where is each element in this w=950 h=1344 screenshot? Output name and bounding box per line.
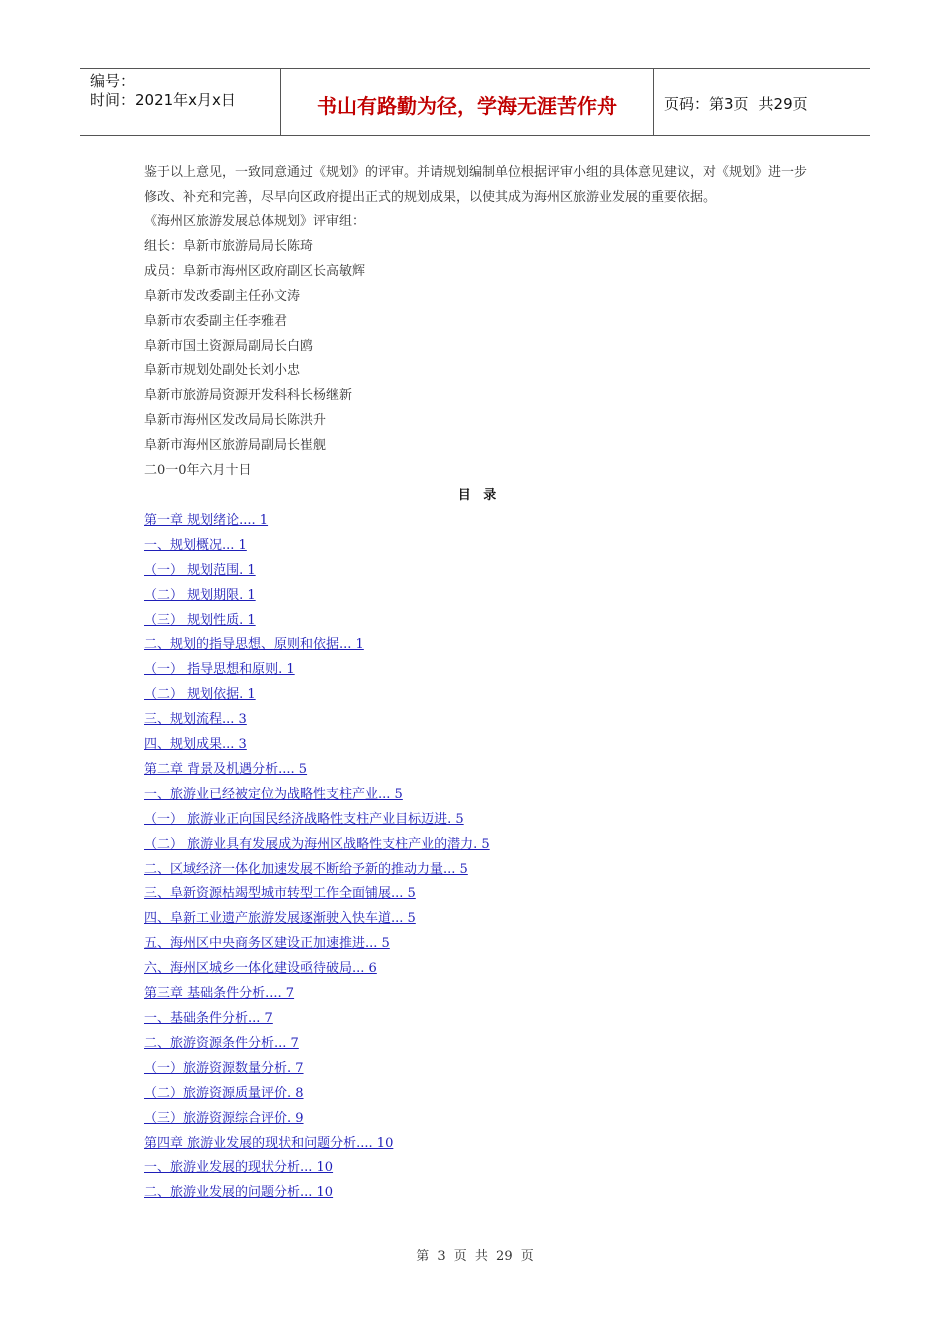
toc-link[interactable]: 二、区域经济一体化加速发展不断给予新的推动力量... 5 [144, 861, 468, 877]
document-body [144, 160, 814, 1206]
review-line: 《海州区旅游发展总体规划》评审组： [144, 214, 366, 229]
toc-link[interactable]: （一） 指导思想和原则. 1 [144, 662, 295, 678]
toc-link[interactable]: （一）旅游资源数量分析. 7 [144, 1060, 304, 1076]
toc-link[interactable]: 一、规划概况... 1 [144, 537, 247, 553]
toc-link[interactable]: （三） 规划性质. 1 [144, 612, 256, 628]
toc-link[interactable]: 二、旅游资源条件分析... 7 [144, 1035, 299, 1051]
review-line: 阜新市旅游局资源开发科科长杨继新 [144, 388, 353, 404]
code-label: 编号： [90, 72, 136, 90]
toc-link[interactable]: （三）旅游资源综合评价. 9 [144, 1110, 304, 1126]
toc-link[interactable]: （二） 旅游业具有发展成为海州区战略性支柱产业的潜力. 5 [144, 836, 490, 852]
toc-link[interactable]: （一） 规划范围. 1 [144, 562, 256, 578]
toc-link[interactable]: 一、旅游业已经被定位为战略性支柱产业... 5 [144, 786, 403, 802]
toc-link[interactable]: 五、海州区中央商务区建设正加速推进... 5 [144, 936, 390, 952]
review-line: 阜新市发改委副主任孙文涛 [144, 288, 301, 304]
header-page-info [654, 69, 870, 135]
page-number-label: 页码：第3页 [664, 94, 749, 113]
toc-link[interactable]: 一、旅游业发展的现状分析... 10 [144, 1160, 334, 1176]
toc-link[interactable]: 第二章 背景及机遇分析.... 5 [144, 761, 308, 777]
toc-link[interactable]: 第一章 规划绪论.... 1 [144, 512, 269, 528]
table-of-contents [144, 509, 814, 1206]
toc-title: 目 录 [457, 487, 501, 503]
review-line: 成员：阜新市海州区政府副区长高敏辉 [144, 263, 366, 279]
toc-link[interactable]: 三、阜新资源枯竭型城市转型工作全面铺展... 5 [144, 886, 416, 902]
review-paragraph: 鉴于以上意见，一致同意通过《规划》的评审。并请规划编制单位根据评审小组的具体意见建议，对《规划》进一步修改、补充和完善，尽早向区政府提出正式的规划成果，以使其成为海州区旅游业发展的重要依据。 [144, 165, 808, 205]
page-footer: 第 3 页 共 29 页 [416, 1249, 534, 1264]
review-group-list [144, 210, 814, 484]
review-line: 阜新市海州区旅游局副局长崔舰 [144, 438, 327, 454]
toc-link[interactable]: 第四章 旅游业发展的现状和问题分析.... 10 [144, 1135, 394, 1151]
header-meta [80, 69, 281, 135]
toc-link[interactable]: （一） 旅游业正向国民经济战略性支柱产业目标迈进. 5 [144, 811, 464, 827]
toc-link[interactable]: 四、规划成果... 3 [144, 737, 247, 753]
review-line: 阜新市农委副主任李雅君 [144, 313, 288, 329]
review-line: 阜新市国土资源局副局长白鸥 [144, 338, 314, 354]
toc-link[interactable]: 一、基础条件分析... 7 [144, 1011, 273, 1026]
review-line: 组长：阜新市旅游局局长陈琦 [144, 238, 314, 254]
toc-link[interactable]: 四、阜新工业遗产旅游发展逐渐驶入快车道... 5 [144, 911, 416, 927]
review-line: 阜新市海州区发改局局长陈洪升 [144, 413, 327, 429]
total-pages-label: 共29页 [758, 94, 808, 113]
review-line: 二0一0年六月十日 [144, 463, 252, 479]
toc-link[interactable]: 三、规划流程... 3 [144, 712, 247, 728]
toc-link[interactable]: 二、规划的指导思想、原则和依据... 1 [144, 637, 364, 653]
review-line: 阜新市规划处副处长刘小忠 [144, 363, 301, 379]
toc-link[interactable]: （二） 规划依据. 1 [144, 687, 256, 703]
toc-link[interactable]: （二） 规划期限. 1 [144, 587, 256, 603]
toc-link[interactable]: （二）旅游资源质量评价. 8 [144, 1085, 304, 1101]
header-motto: 书山有路勤为径，学海无涯苦作舟 [281, 69, 654, 135]
time-label: 时间：2021年x月x日 [90, 91, 236, 109]
toc-link[interactable]: 六、海州区城乡一体化建设亟待破局... 6 [144, 961, 377, 977]
page-header [80, 68, 870, 136]
toc-link[interactable]: 二、旅游业发展的问题分析... 10 [144, 1185, 334, 1201]
toc-link[interactable]: 第三章 基础条件分析.... 7 [144, 986, 295, 1002]
